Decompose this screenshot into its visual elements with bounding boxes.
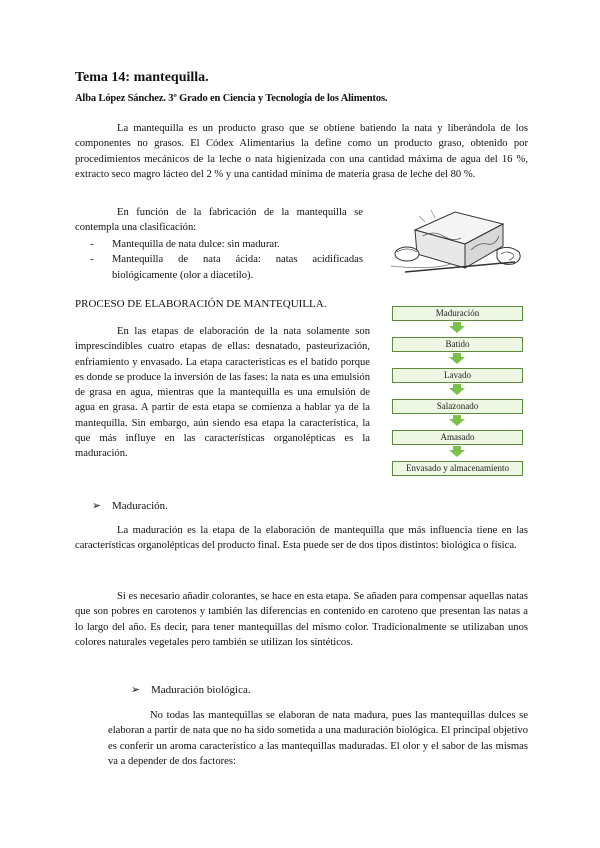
flow-arrow-icon (449, 357, 465, 364)
maduracion-paragraph (75, 523, 528, 554)
flow-step: Envasado y almacenamiento (392, 461, 523, 476)
dash-bullet: - (90, 239, 94, 250)
intro-text: La mantequilla es un producto graso que se obtiene batiendo la nata y liberándola de los componentes no grasos. El Códex Alimentarius la define como un producto graso, obtenido por procedimientos mecánicos de la leche o nata higienizada con una cantidad máxima de agua del 16 %, extracto seco magro lácteo del 2 % y una cantidad mínima de materia grasa de leche del 80 %. (75, 123, 528, 180)
classification-intro-text: En función de la fabricación de la mantequilla se contempla una clasificación: (75, 207, 363, 234)
dash-bullet: - (90, 254, 94, 266)
flow-arrow-icon (449, 388, 465, 395)
flow-arrow-icon (449, 326, 465, 333)
colorantes-paragraph (75, 589, 528, 650)
list-item-text: Mantequilla de nata ácida: natas acidificadas biológicamente (olor a diacetilo). (112, 254, 363, 281)
section-heading: PROCESO DE ELABORACIÓN DE MANTEQUILLA. (75, 298, 327, 310)
page-title: Tema 14: mantequilla. (75, 70, 209, 85)
classification-intro (75, 205, 363, 236)
process-paragraph (75, 324, 370, 462)
author-line: Alba López Sánchez. 3º Grado en Ciencia y Tecnología de los Alimentos. (75, 93, 388, 104)
biologica-paragraph (108, 708, 528, 769)
flow-step: Amasado (392, 430, 523, 445)
colorantes-text: Si es necesario añadir colorantes, se hace en esta etapa. Se añaden para compensar aquellas natas que son pobres en carotenos y también las diferencias en contenido en caroteno que presentan las natas a lo largo del año. Es decir, para tener mantequillas del mismo color. Tradicionalmente se utilizaban unos colores naturales vegetales pero también se utilizan los sintéticos. (75, 591, 528, 648)
arrow-bullet-icon: ➢ (131, 684, 141, 696)
classification-list (90, 237, 363, 283)
flow-step: Lavado (392, 368, 523, 383)
subsection-title: Maduración. (112, 500, 168, 512)
arrow-bullet-icon: ➢ (92, 500, 102, 512)
list-item (90, 252, 363, 283)
list-item (90, 237, 363, 252)
subsection-title: Maduración biológica. (151, 684, 251, 696)
biologica-text: No todas las mantequillas se elaboran de nata madura, pues las mantequillas dulces se elaboran a partir de nata que no ha sido sometida a una maduración biológica. El principal objetivo es conferir un aroma característico a las mantequillas maduradas. El olor y el sabor de las mismas va a depender de dos factores: (108, 710, 528, 767)
flow-step: Maduración (392, 306, 523, 321)
butter-illustration (385, 202, 527, 280)
subsection-maduracion (92, 499, 168, 512)
flow-arrow-icon (449, 419, 465, 426)
flow-step: Batido (392, 337, 523, 352)
process-flow-diagram (392, 306, 523, 484)
list-item-text: Mantequilla de nata dulce: sin madurar. (112, 239, 280, 250)
intro-paragraph (75, 121, 528, 182)
maduracion-text: La maduración es la etapa de la elaboración de mantequilla que más influencia tiene en las características organolépticas del producto final. Esta puede ser de dos tipos distintos: biológica o física. (75, 525, 528, 552)
subsection-biologica (131, 683, 251, 696)
process-text: En las etapas de elaboración de la nata solamente son imprescindibles cuatro etapas de ellas: desnatado, pasteurización, enfriamiento y envasado. La etapa características es el batido porque es donde se produce la inversión de las fases: la nata es una emulsión de grasa en agua, mientras que la mantequilla es una emulsión de agua en grasa. A partir de esta etapa se comienza a hablar ya de la mantequilla. Sin embargo, aún siendo esa etapa la característica, la que más influye en las características organolépticas es la maduración. (75, 326, 370, 460)
flow-step: Salazonado (392, 399, 523, 414)
flow-arrow-icon (449, 450, 465, 457)
